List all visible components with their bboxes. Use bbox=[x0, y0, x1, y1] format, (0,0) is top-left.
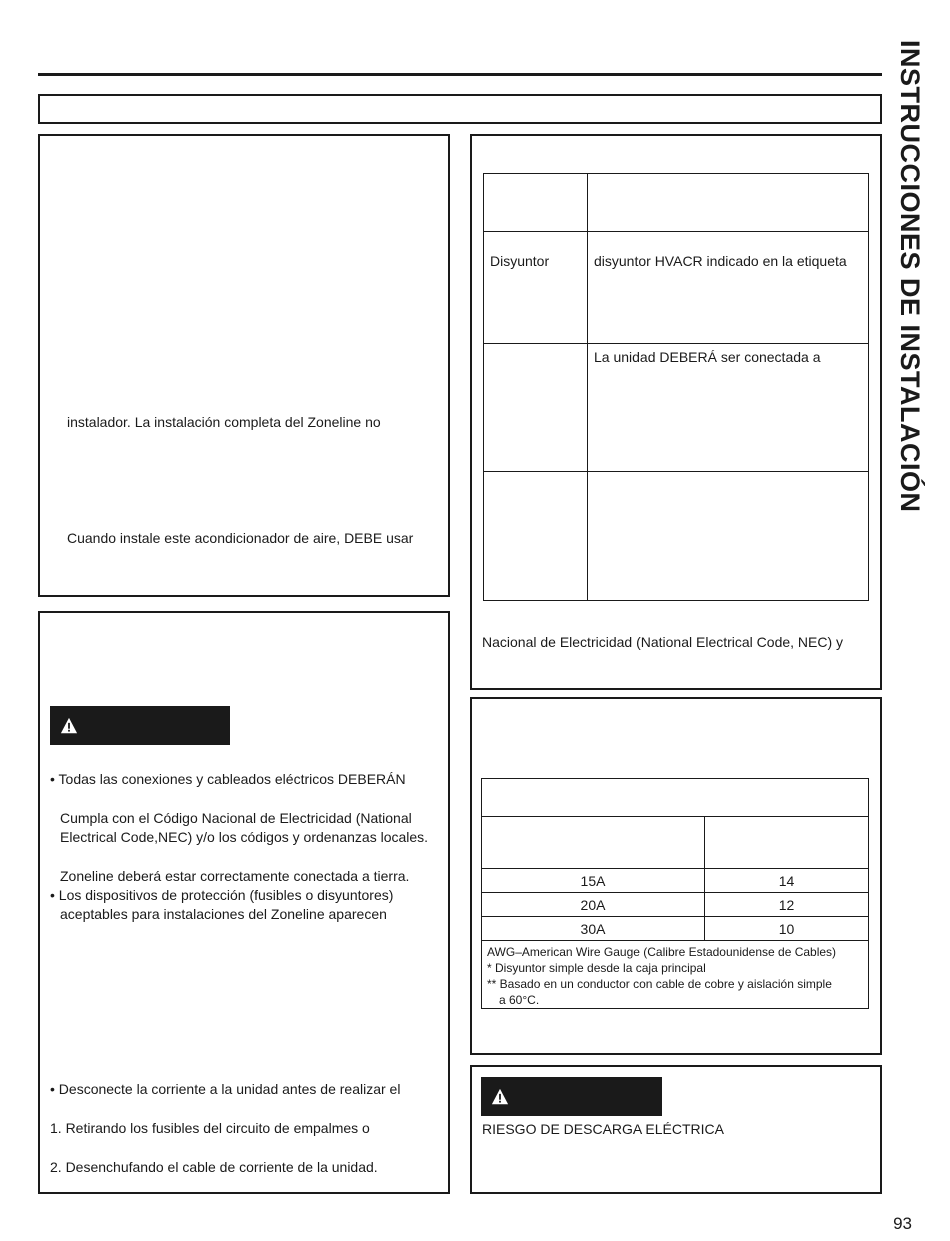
step-line: 1. Retirando los fusibles del circuito de empalmes o bbox=[50, 1120, 370, 1136]
table-row bbox=[484, 174, 869, 232]
table-cell-text: La unidad DEBERÁ ser conectada a bbox=[588, 344, 869, 472]
left-bottom-box bbox=[38, 611, 450, 1194]
step-line: 2. Desenchufando el cable de corriente de la unidad. bbox=[50, 1159, 378, 1175]
table-cell bbox=[484, 344, 588, 472]
bullet-line: Cumpla con el Código Nacional de Electricidad (National bbox=[60, 810, 412, 826]
bullet-line: Electrical Code,NEC) y/o los códigos y ordenanzas locales. bbox=[60, 829, 429, 845]
table-row bbox=[482, 779, 869, 817]
note-line: * Disyuntor simple desde la caja principal bbox=[487, 961, 706, 975]
table-cell: 15A bbox=[482, 869, 705, 893]
table-cell bbox=[588, 174, 869, 232]
table-cell bbox=[705, 817, 869, 869]
notes-cell bbox=[482, 941, 869, 1009]
side-title: INSTRUCCIONES DE INSTALACIÓN bbox=[895, 40, 925, 513]
right-bottom-box bbox=[470, 1065, 882, 1194]
warning-triangle-icon bbox=[60, 717, 78, 735]
right-middle-box bbox=[470, 697, 882, 1055]
bullet-line: aceptables para instalaciones del Zoneline aparecen bbox=[60, 906, 387, 922]
page-number: 93 bbox=[893, 1214, 912, 1233]
bullet-line: • Los dispositivos de protección (fusibles o disyuntores) bbox=[50, 887, 394, 903]
table-cell: 20A bbox=[482, 893, 705, 917]
top-rule bbox=[38, 73, 882, 76]
table-cell bbox=[482, 817, 705, 869]
protection-table bbox=[483, 173, 869, 601]
note-line: AWG–American Wire Gauge (Calibre Estadounidense de Cables) bbox=[487, 945, 837, 959]
table-cell bbox=[588, 472, 869, 601]
note-line: ** Basado en un conductor con cable de cobre y aislación simple bbox=[487, 977, 832, 991]
table-row bbox=[482, 817, 869, 869]
table-cell: 12 bbox=[705, 893, 869, 917]
table-row bbox=[484, 472, 869, 601]
wire-table bbox=[481, 778, 869, 1009]
left-top-line-1: instalador. La instalación completa del Zoneline no bbox=[67, 414, 381, 430]
bullet-line: Zoneline deberá estar correctamente conectada a tierra. bbox=[60, 868, 410, 884]
table-cell-label: Disyuntor bbox=[484, 232, 588, 344]
step-line: • Desconecte la corriente a la unidad antes de realizar el bbox=[50, 1081, 401, 1097]
table-cell: 10 bbox=[705, 917, 869, 941]
table-row bbox=[484, 344, 869, 472]
table-cell bbox=[484, 174, 588, 232]
table-row bbox=[482, 869, 869, 893]
warning-banner bbox=[481, 1077, 662, 1116]
bullet-line: • Todas las conexiones y cableados eléctricos DEBERÁN bbox=[50, 771, 406, 787]
table-cell-text: disyuntor HVACR indicado en la etiqueta bbox=[588, 232, 869, 344]
warning-banner bbox=[50, 706, 230, 745]
left-top-box bbox=[38, 134, 450, 597]
warning-triangle-icon bbox=[491, 1088, 509, 1106]
note-line: a 60°C. bbox=[499, 993, 540, 1007]
table-cell bbox=[484, 472, 588, 601]
table-row bbox=[482, 893, 869, 917]
header-bar bbox=[38, 94, 882, 124]
table-cell: 14 bbox=[705, 869, 869, 893]
left-top-line-2: Cuando instale este acondicionador de aire, DEBE usar bbox=[67, 530, 414, 546]
right-top-box bbox=[470, 134, 882, 690]
table-cell: 30A bbox=[482, 917, 705, 941]
table-row bbox=[482, 941, 869, 1009]
table-header bbox=[482, 779, 869, 817]
shock-hazard-text: RIESGO DE DESCARGA ELÉCTRICA bbox=[482, 1121, 724, 1137]
table-row bbox=[482, 917, 869, 941]
right-top-footer: Nacional de Electricidad (National Electrical Code, NEC) y bbox=[482, 634, 844, 650]
table-row bbox=[484, 232, 869, 344]
